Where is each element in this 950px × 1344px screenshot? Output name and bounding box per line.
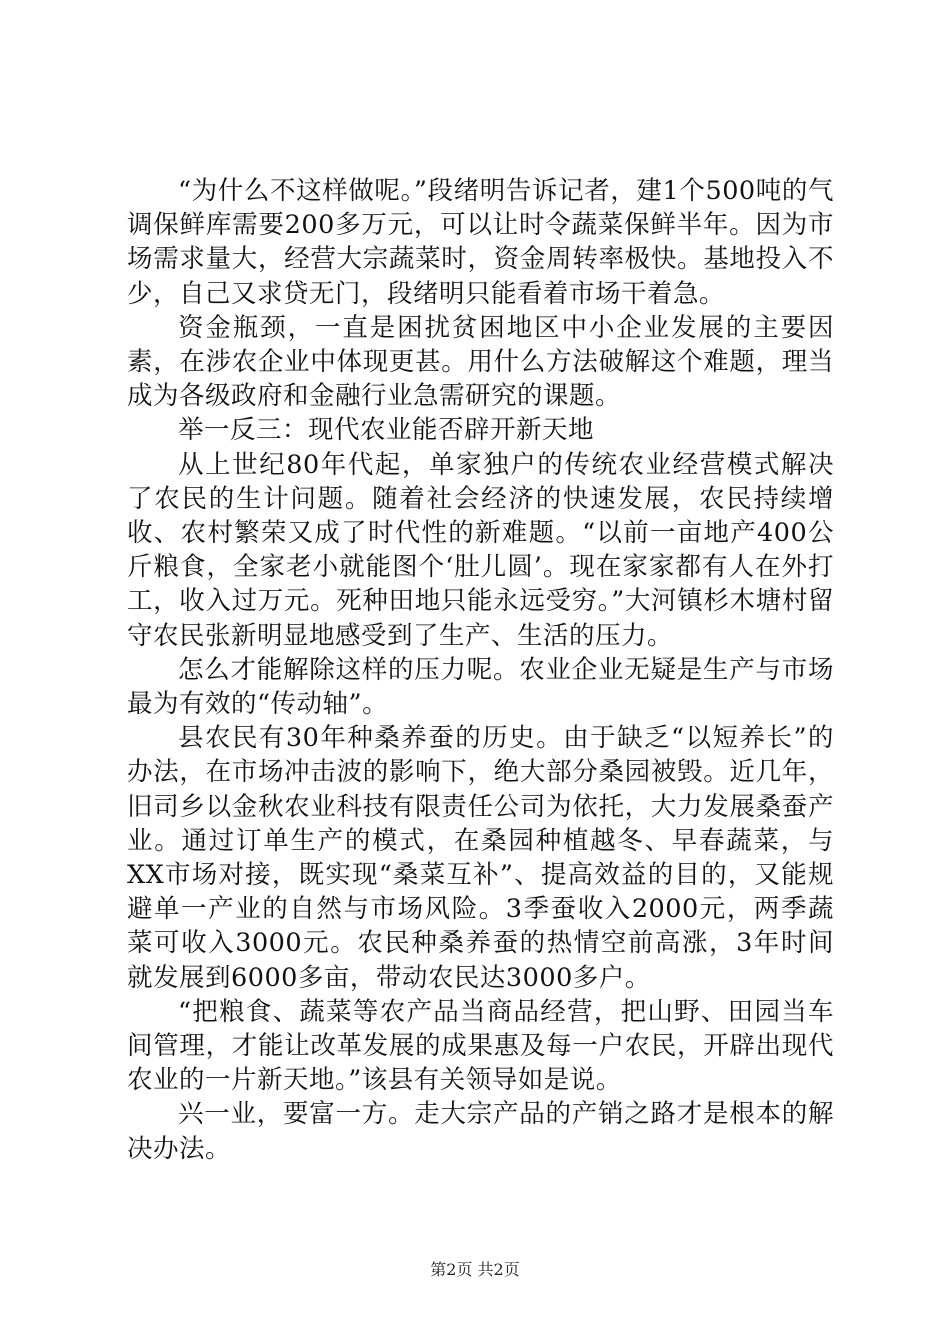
- paragraph: 兴一业，要富一方。走大宗产品的产销之路才是根本的解决办法。: [127, 1099, 834, 1164]
- section-heading: 举一反三：现代农业能否辟开新天地: [178, 415, 595, 446]
- paragraph: 从上世纪80年代起，单家独户的传统农业经营模式解决了农民的生计问题。随着社会经济的快速发展，农民持续增收、农村繁荣又成了时代性的新难题。“以前一亩地产400公斤粮食，全家老小就能图个‘肚儿圆’。现在家家都有人在外打工，收入过万元。死种田地只能永远受穷。”大河镇杉木塘村留守农民张新明显地感受到了生产、生活的压力。: [127, 449, 834, 651]
- paragraph: 县农民有30年种桑养蚕的历史。由于缺乏“以短养长”的办法，在市场冲击波的影响下，绝大部分桑园被毁。近几年，旧司乡以金秋农业科技有限责任公司为依托，大力发展桑蚕产业。通过订单生产的模式，在桑园种植越冬、早春蔬菜，与XX市场对接，既实现“桑菜互补”、提高效益的目的，又能规避单一产业的自然与市场风险。3季蚕收入2000元，两季蔬菜可收入3000元。农民种桑养蚕的热情空前高涨，3年时间就发展到6000多亩，带动农民达3000多户。: [127, 723, 834, 993]
- paragraph: “为什么不这样做呢。”段绪明告诉记者，建1个500吨的气调保鲜库需要200多万元，可以让时令蔬菜保鲜半年。因为市场需求量大，经营大宗蔬菜时，资金周转率极快。基地投入不少，自己又求贷无门，段绪明只能看着市场干着急。: [127, 176, 834, 309]
- paragraph: 资金瓶颈，一直是困扰贫困地区中小企业发展的主要因素，在涉农企业中体现更甚。用什么方法破解这个难题，理当成为各级政府和金融行业急需研究的课题。: [127, 312, 834, 412]
- document-body: [127, 174, 834, 1166]
- paragraph: 怎么才能解除这样的压力呢。农业企业无疑是生产与市场最为有效的“传动轴”。: [127, 654, 834, 720]
- page-number-footer: 第2页 共2页: [430, 1260, 520, 1279]
- paragraph: “把粮食、蔬菜等农产品当商品经营，把山野、田园当车间管理，才能让改革发展的成果惠及每一户农民，开辟出现代农业的一片新天地。”该县有关领导如是说。: [127, 996, 834, 1096]
